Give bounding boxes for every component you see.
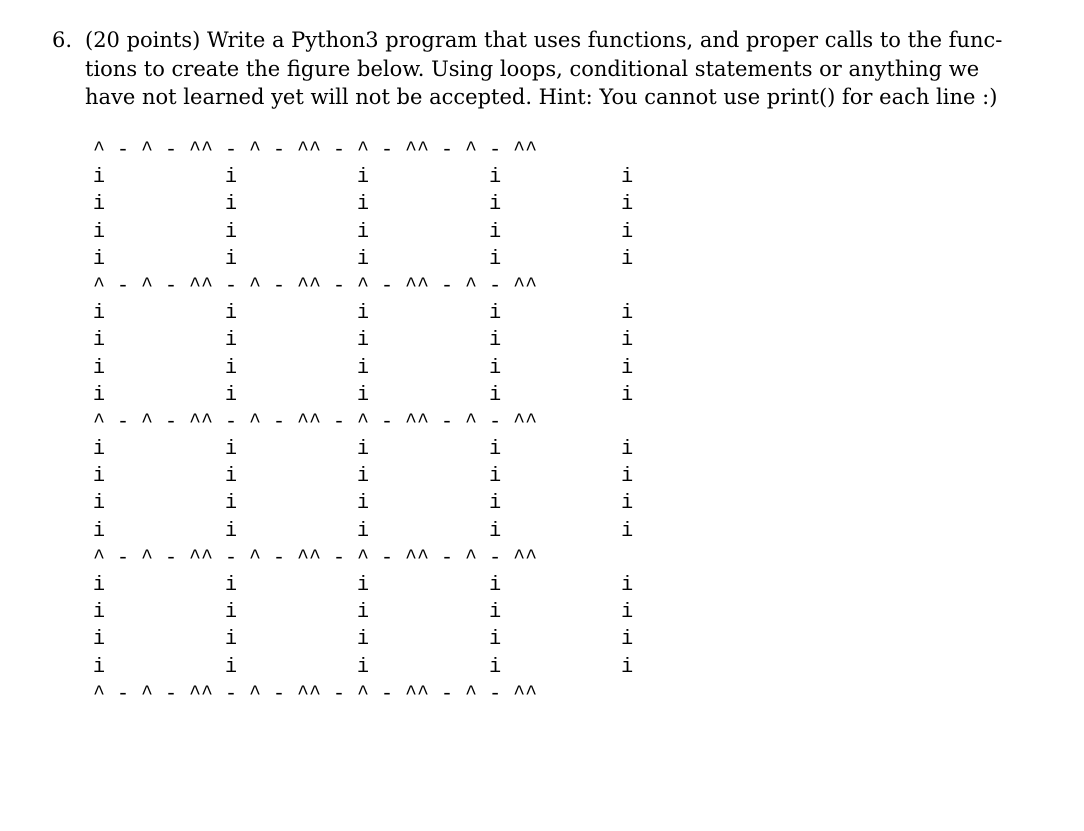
figure-body-line: i i i i i bbox=[93, 383, 634, 407]
figure-body-line: i i i i i bbox=[93, 438, 634, 462]
figure-body-line: i i i i i bbox=[93, 356, 634, 380]
figure-body-line: i i i i i bbox=[93, 465, 634, 489]
question-line-3: have not learned yet will not be accepted. Hint: You cannot use print() for each line :) bbox=[85, 85, 998, 109]
figure-body-line: i i i i i bbox=[93, 329, 634, 353]
question-line-1-text: (20 points) Write a Python3 program that uses functions, and proper calls to the func- bbox=[85, 28, 1003, 52]
question-line-2: tions to create the figure below. Using loops, conditional statements or anything we bbox=[85, 56, 980, 81]
figure-body-line: i i i i i bbox=[93, 247, 634, 271]
figure-body-line: i i i i i bbox=[93, 492, 634, 516]
figure-body-line: i i i i i bbox=[93, 302, 634, 326]
figure-border-line: ^ - ^ - ^^ - ^ - ^^ - ^ - ^^ - ^ - ^^ bbox=[93, 682, 538, 706]
figure-body-line: i i i i i bbox=[93, 220, 634, 244]
question-line-1 bbox=[52, 26, 1032, 55]
figure-border-line: ^ - ^ - ^^ - ^ - ^^ - ^ - ^^ - ^ - ^^ bbox=[93, 410, 538, 434]
ascii-figure bbox=[93, 137, 633, 708]
figure-body-line: i i i i i bbox=[93, 574, 634, 597]
figure-body-line: i i i i i bbox=[93, 628, 634, 652]
question-number: 6. bbox=[52, 28, 73, 52]
figure-border-line: ^ - ^ - ^^ - ^ - ^^ - ^ - ^^ - ^ - ^^ bbox=[93, 274, 538, 298]
figure-border-line: ^ - ^ - ^^ - ^ - ^^ - ^ - ^^ - ^ - ^^ bbox=[93, 139, 538, 162]
figure-body-line: i i i i i bbox=[93, 655, 634, 679]
question-text bbox=[52, 26, 1032, 112]
figure-border-line: ^ - ^ - ^^ - ^ - ^^ - ^ - ^^ - ^ - ^^ bbox=[93, 546, 538, 570]
figure-body-line: i i i i i bbox=[93, 601, 634, 625]
figure-body-line: i i i i i bbox=[93, 166, 634, 190]
figure-body-line: i i i i i bbox=[93, 519, 634, 543]
figure-body-line: i i i i i bbox=[93, 193, 634, 217]
